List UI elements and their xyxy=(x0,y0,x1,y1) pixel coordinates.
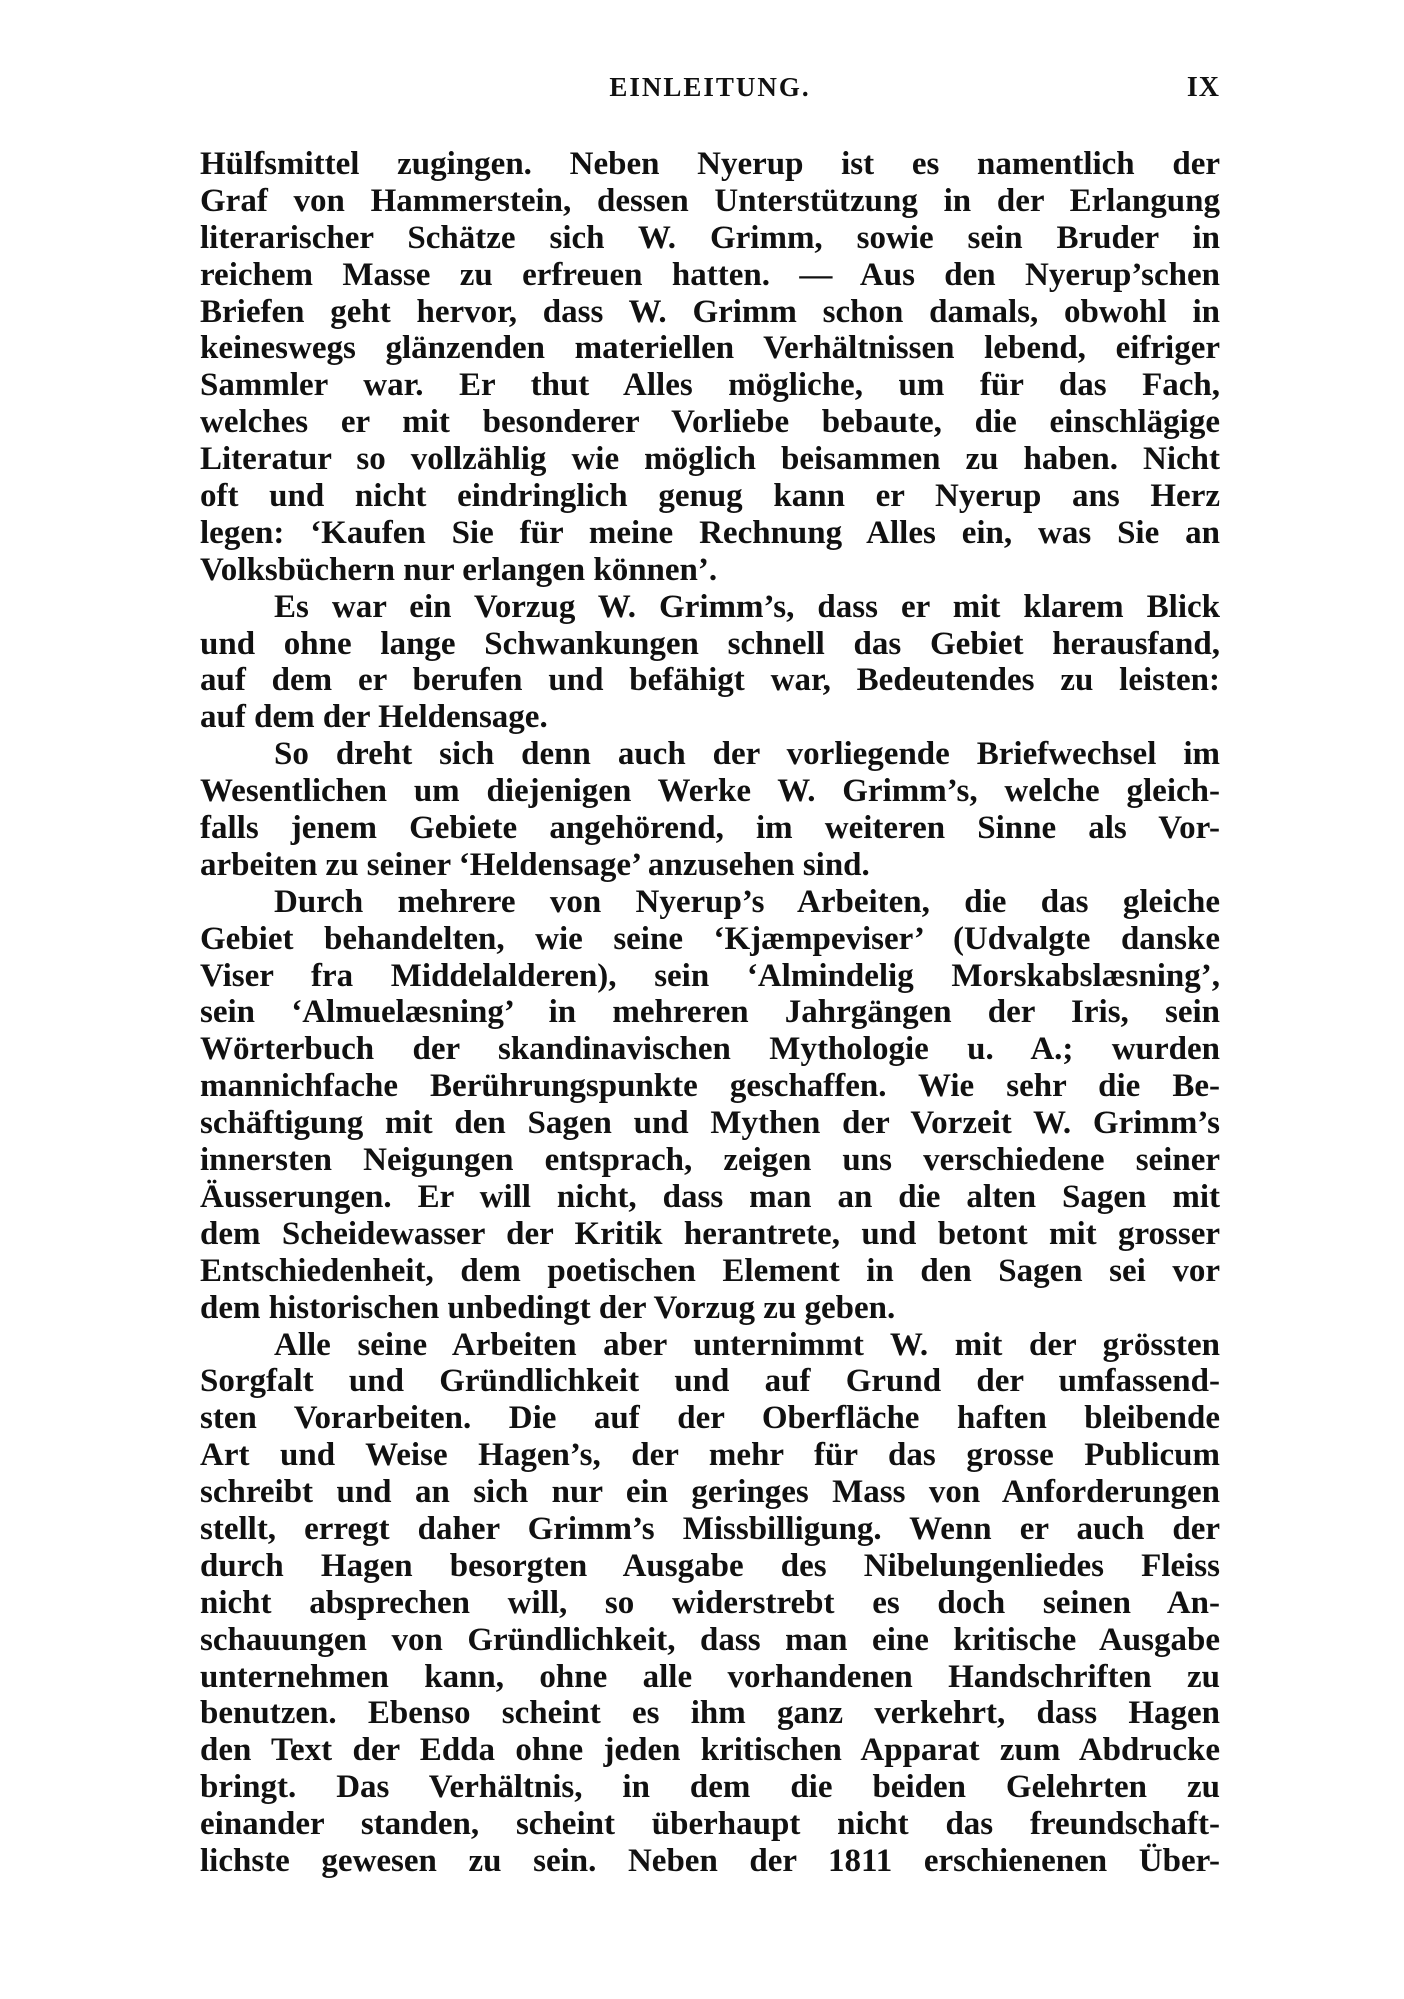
text-line: welches er mit besonderer Vorliebe bebaute, die einschlägige xyxy=(200,404,1220,441)
text-line: einander standen, scheint überhaupt nicht das freundschaft- xyxy=(200,1806,1220,1843)
text-line: Wörterbuch der skandinavischen Mythologie u. A.; wurden xyxy=(200,1031,1220,1068)
text-line: benutzen. Ebenso scheint es ihm ganz verkehrt, dass Hagen xyxy=(200,1695,1220,1732)
paragraph-4 xyxy=(200,884,1220,1327)
text-line: innersten Neigungen entsprach, zeigen uns verschiedene seiner xyxy=(200,1142,1220,1179)
text-line: reichem Masse zu erfreuen hatten. — Aus den Nyerup’schen xyxy=(200,256,1220,293)
text-line: dem Scheidewasser der Kritik herantrete, und betont mit grosser xyxy=(200,1215,1220,1252)
text-line: Graf von Hammerstein, dessen Unterstützung in der Erlangung xyxy=(200,182,1220,219)
text-line: durch Hagen besorgten Ausgabe des Nibelungenliedes Fleiss xyxy=(200,1547,1220,1584)
text-line: So dreht sich denn auch der vorliegende Briefwechsel im xyxy=(274,736,1220,773)
text-line: Viser fra Middelalderen), sein ‘Almindelig Morskabslæsning’, xyxy=(200,957,1220,994)
text-line: literarischer Schätze sich W. Grimm, sowie sein Bruder in xyxy=(200,219,1220,256)
text-line: schäftigung mit den Sagen und Mythen der Vorzeit W. Grimm’s xyxy=(200,1105,1220,1142)
text-line: Literatur so vollzählig wie möglich beisammen zu haben. Nicht xyxy=(200,441,1220,478)
text-line: nicht absprechen will, so widerstrebt es doch seinen An- xyxy=(200,1584,1220,1621)
text-line: Gebiet behandelten, wie seine ‘Kjæmpeviser’ (Udvalgte danske xyxy=(200,920,1220,957)
text-line: stellt, erregt daher Grimm’s Missbilligung. Wenn er auch der xyxy=(200,1510,1220,1547)
paragraph-1 xyxy=(200,146,1220,589)
text-line: dem historischen unbedingt der Vorzug zu geben. xyxy=(200,1289,896,1326)
paragraph-3 xyxy=(200,736,1220,884)
text-line: sein ‘Almuelæsning’ in mehreren Jahrgängen der Iris, sein xyxy=(200,994,1220,1031)
text-line: Äusserungen. Er will nicht, dass man an die alten Sagen mit xyxy=(200,1178,1220,1215)
paragraph-2 xyxy=(200,589,1220,737)
text-line: keineswegs glänzenden materiellen Verhältnissen lebend, eifriger xyxy=(200,330,1220,367)
text-line: Sammler war. Er thut Alles mögliche, um für das Fach, xyxy=(200,367,1220,404)
text-line: Art und Weise Hagen’s, der mehr für das grosse Publicum xyxy=(200,1437,1220,1474)
text-line: falls jenem Gebiete angehörend, im weiteren Sinne als Vor- xyxy=(200,810,1220,847)
text-line: Volksbüchern nur erlangen können’. xyxy=(200,551,718,588)
text-line: und ohne lange Schwankungen schnell das Gebiet herausfand, xyxy=(200,625,1220,662)
text-line: Briefen geht hervor, dass W. Grimm schon damals, obwohl in xyxy=(200,293,1220,330)
running-title: EINLEITUNG. xyxy=(609,72,811,102)
text-line: bringt. Das Verhältnis, in dem die beiden Gelehrten zu xyxy=(200,1769,1220,1806)
text-line: Hülfsmittel zugingen. Neben Nyerup ist es namentlich der xyxy=(200,146,1220,182)
text-line: schreibt und an sich nur ein geringes Mass von Anforderungen xyxy=(200,1474,1220,1511)
text-line: Entschiedenheit, dem poetischen Element in den Sagen sei vor xyxy=(200,1252,1220,1289)
text-line: Alle seine Arbeiten aber unternimmt W. mit der grössten xyxy=(274,1326,1220,1363)
text-line: Durch mehrere von Nyerup’s Arbeiten, die das gleiche xyxy=(274,883,1220,920)
body-text xyxy=(200,146,1220,1880)
paragraph-5 xyxy=(200,1327,1220,1880)
running-head xyxy=(200,72,1220,112)
text-line: unternehmen kann, ohne alle vorhandenen Handschriften zu xyxy=(200,1658,1220,1695)
text-line: arbeiten zu seiner ‘Heldensage’ anzusehen sind. xyxy=(200,846,870,883)
text-line: schauungen von Gründlichkeit, dass man eine kritische Ausgabe xyxy=(200,1621,1220,1658)
text-line: auf dem er berufen und befähigt war, Bedeutendes zu leisten: xyxy=(200,662,1220,699)
page-number: IX xyxy=(1186,72,1220,103)
text-line: sten Vorarbeiten. Die auf der Oberfläche haften bleibende xyxy=(200,1400,1220,1437)
text-line: mannichfache Berührungspunkte geschaffen. Wie sehr die Be- xyxy=(200,1068,1220,1105)
text-line: den Text der Edda ohne jeden kritischen Apparat zum Abdrucke xyxy=(200,1732,1220,1769)
text-line: Sorgfalt und Gründlichkeit und auf Grund der umfassend- xyxy=(200,1363,1220,1400)
text-line: Es war ein Vorzug W. Grimm’s, dass er mit klarem Blick xyxy=(274,588,1220,625)
text-line: legen: ‘Kaufen Sie für meine Rechnung Alles ein, was Sie an xyxy=(200,514,1220,551)
text-line: Wesentlichen um diejenigen Werke W. Grimm’s, welche gleich- xyxy=(200,773,1220,810)
text-line: auf dem der Heldensage. xyxy=(200,699,548,736)
text-line: lichste gewesen zu sein. Neben der 1811 erschienenen Über- xyxy=(200,1842,1220,1879)
text-line: oft und nicht eindringlich genug kann er Nyerup ans Herz xyxy=(200,478,1220,515)
